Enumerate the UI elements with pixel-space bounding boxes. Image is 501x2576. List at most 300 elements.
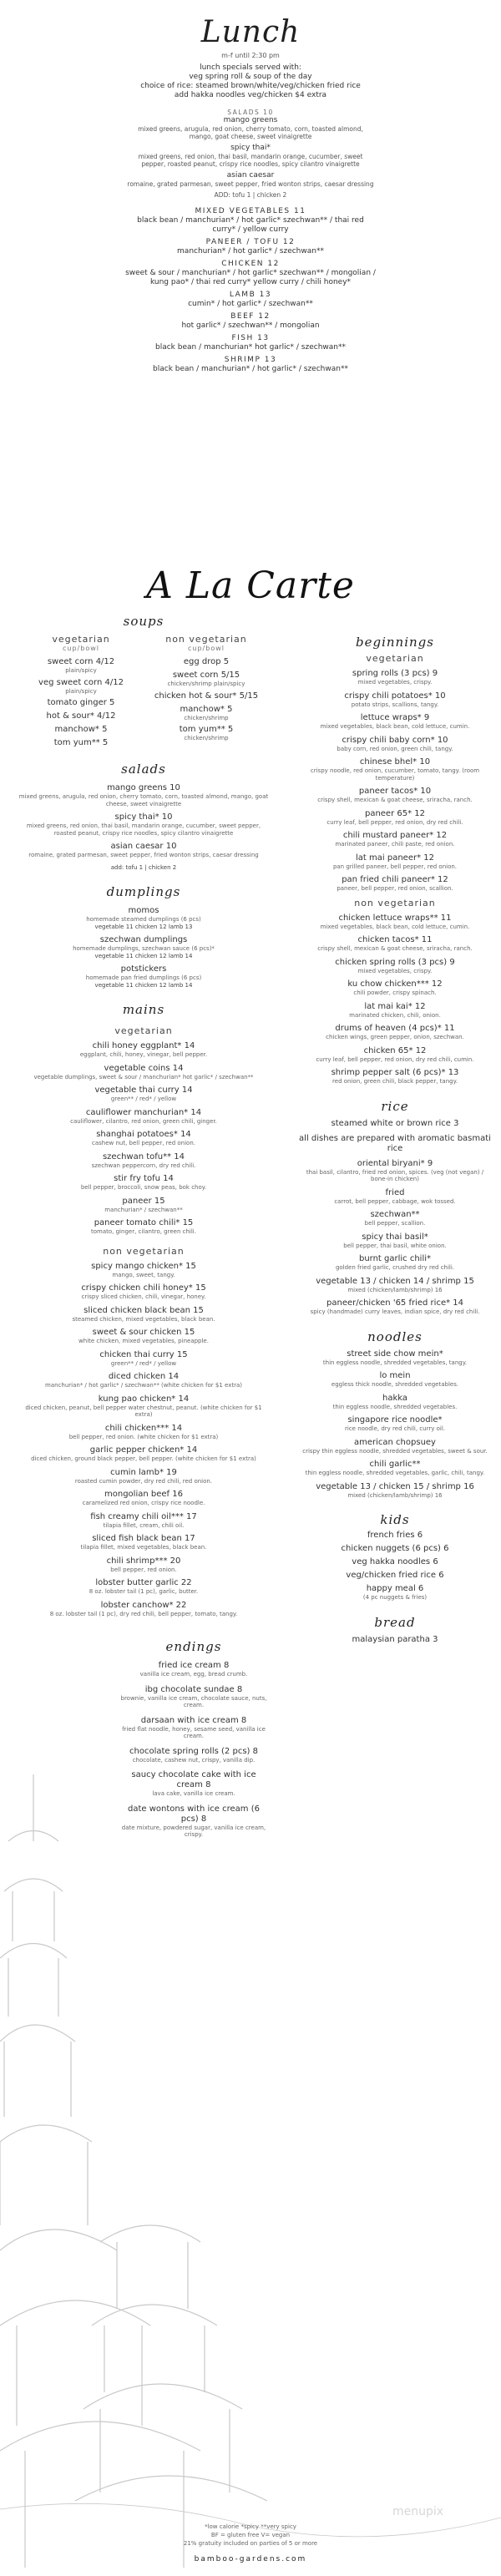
item-name: mango greens 10 bbox=[107, 783, 180, 792]
item-desc: curry leaf, bell pepper, red onion, dry red chili, cumin. bbox=[316, 1055, 474, 1063]
item-desc: chicken/shrimp bbox=[184, 714, 229, 721]
item-desc: carrot, bell pepper, cabbage, wok tossed. bbox=[334, 1197, 456, 1205]
list-item bbox=[299, 691, 491, 709]
item-desc: caramelized red onion, crispy rice noodle. bbox=[82, 1500, 205, 1506]
item-desc: roasted cumin powder, dry red chili, red onion. bbox=[74, 1477, 213, 1485]
item-name: chicken tacos* 11 bbox=[357, 935, 433, 944]
lunch-lamb-header: LAMB 13 bbox=[229, 291, 272, 299]
list-item bbox=[18, 1556, 269, 1574]
dumplings-title: dumplings bbox=[106, 884, 181, 899]
list-item bbox=[299, 809, 491, 827]
list-item bbox=[18, 1372, 269, 1389]
item-name: shrimp pepper salt (6 pcs)* 13 bbox=[331, 1068, 459, 1077]
item-name: chili mustard paneer* 12 bbox=[342, 831, 448, 840]
item-name: french fries 6 bbox=[367, 1531, 423, 1540]
item-name: spicy mango chicken* 15 bbox=[91, 1261, 196, 1271]
item-desc: eggplant, chili, honey, vinegar, bell pepper. bbox=[79, 1051, 208, 1058]
salads-title: salads bbox=[121, 762, 166, 777]
item-name: manchow* 5 bbox=[54, 725, 108, 734]
item-name: chili chicken*** 14 bbox=[104, 1423, 183, 1433]
list-item bbox=[299, 1159, 491, 1183]
list-item bbox=[299, 1068, 491, 1086]
lunch-salad-name: mango greens bbox=[223, 116, 278, 124]
item-desc: spicy (handmade) curry leaves, indian spice, dry red chili. bbox=[310, 1308, 480, 1315]
item-desc: mixed (chicken/lamb/shrimp) 16 bbox=[347, 1491, 443, 1499]
footer-legend: *low calorie *spicy **very spicy bbox=[205, 2523, 296, 2530]
list-item bbox=[299, 913, 491, 931]
item-desc: mixed vegetables, crispy. bbox=[357, 967, 433, 974]
beginnings-veg-header: vegetarian bbox=[366, 653, 424, 664]
item-name: szechwan tofu** 14 bbox=[102, 1151, 185, 1161]
list-item bbox=[18, 1601, 269, 1618]
beginnings-title: beginnings bbox=[356, 635, 434, 650]
item-name: sweet corn 4/12 bbox=[47, 657, 115, 666]
item-name: spring rolls (3 pcs) 9 bbox=[352, 669, 438, 678]
pagoda-lines bbox=[0, 1774, 501, 2568]
item-name: paneer tomato chili* 15 bbox=[94, 1218, 194, 1227]
list-item bbox=[299, 1024, 491, 1041]
item-name: lobster butter garlic 22 bbox=[95, 1578, 192, 1587]
list-item bbox=[119, 1770, 269, 1798]
item-desc: diced chicken, peanut, bell pepper water chestnut, peanut. (white chicken for $1 extra) bbox=[25, 1404, 262, 1418]
mains-veg-list bbox=[18, 1041, 269, 1236]
item-price: vegetable 11 chicken 12 lamb 14 bbox=[94, 952, 193, 959]
item-name: vegetable thai curry 14 bbox=[94, 1086, 193, 1095]
item-desc: chili powder, crispy spinach. bbox=[353, 989, 437, 996]
list-item bbox=[299, 1635, 491, 1645]
item-name: date wontons with ice cream (6 pcs) 8 bbox=[128, 1804, 260, 1824]
item-desc: crispy noodle, red onion, cucumber, tomato, tangy. (room temperature) bbox=[310, 767, 480, 782]
lunch-paneer-desc: manchurian* / hot garlic* / szechwan** bbox=[177, 247, 324, 256]
item-desc: green** / red* / yellow bbox=[110, 1096, 177, 1102]
kids-list bbox=[299, 1531, 491, 1602]
item-desc: green** / red* / yellow bbox=[110, 1359, 177, 1367]
item-desc: crispy sliced chicken, chili, vinegar, honey. bbox=[81, 1293, 206, 1300]
list-item bbox=[18, 725, 144, 735]
list-item bbox=[144, 705, 269, 722]
lunch-fish-desc: black bean / manchurian* hot garlic* / szechwan** bbox=[154, 343, 346, 352]
item-desc: thin eggless noodle, shredded vegetables, garlic, chili, tangy. bbox=[305, 1470, 485, 1476]
item-name: all dishes are prepared with aromatic basmati rice bbox=[299, 1133, 491, 1153]
list-item bbox=[18, 1174, 269, 1192]
list-item bbox=[299, 1119, 491, 1129]
item-desc: bell pepper, red onion. (white chicken for $1 extra) bbox=[68, 1433, 219, 1440]
list-item bbox=[18, 1218, 269, 1236]
item-desc: date mixture, powdered sugar, vanilla ice cream, crispy. bbox=[121, 1824, 266, 1838]
item-desc: mango, sweet, tangy. bbox=[112, 1271, 175, 1278]
item-desc: manchurian* / hot garlic* / szechwan** (white chicken for $1 extra) bbox=[45, 1382, 242, 1389]
item-name: paneer 15 bbox=[122, 1196, 165, 1206]
list-item bbox=[18, 698, 144, 708]
item-name: vegetable 13 / chicken 15 / shrimp 16 bbox=[316, 1481, 474, 1491]
list-item bbox=[299, 958, 491, 975]
list-item bbox=[144, 671, 269, 688]
item-price: vegetable 11 chicken 12 lamb 13 bbox=[94, 923, 193, 930]
item-desc: diced chicken, ground black pepper, bell pepper. (white chicken for $1 extra) bbox=[31, 1455, 256, 1462]
soups-nonveg-sub: cup/bowl bbox=[188, 645, 225, 652]
list-item bbox=[18, 1262, 269, 1279]
list-item bbox=[299, 853, 491, 871]
list-item bbox=[299, 787, 491, 804]
item-name: diced chicken 14 bbox=[108, 1372, 180, 1381]
list-item bbox=[18, 842, 269, 859]
item-desc: thin eggless noodle, shredded vegetables. bbox=[332, 1403, 458, 1410]
item-name: crispy chili potatoes* 10 bbox=[344, 691, 446, 701]
endings-title: endings bbox=[165, 1639, 222, 1654]
list-item bbox=[18, 1578, 269, 1596]
list-item bbox=[299, 979, 491, 997]
lunch-shrimp-header: SHRIMP 13 bbox=[224, 356, 277, 364]
list-item bbox=[144, 725, 269, 742]
list-item bbox=[18, 864, 269, 872]
noodles-title: noodles bbox=[367, 1328, 423, 1344]
item-desc: golden fried garlic, crushed dry red chili. bbox=[335, 1264, 455, 1271]
list-item bbox=[299, 1438, 491, 1455]
item-desc: vegetable dumplings, sweet & sour / manchurian* hot garlic* / szechwan** bbox=[33, 1073, 254, 1081]
list-item bbox=[299, 1371, 491, 1389]
item-price: vegetable 11 chicken 12 lamb 14 bbox=[94, 981, 193, 989]
item-name: tomato ginger 5 bbox=[47, 698, 115, 707]
item-name: chicken lettuce wraps** 11 bbox=[338, 913, 452, 923]
item-desc: thin eggless noodle, shredded vegetables, tangy. bbox=[322, 1359, 468, 1366]
lunch-intro-3: choice of rice: steamed brown/white/veg/chicken fried rice bbox=[140, 82, 361, 90]
item-desc: homemade pan fried dumplings (6 pcs) bbox=[85, 974, 202, 981]
item-name: cumin lamb* 19 bbox=[110, 1467, 177, 1477]
item-desc: homemade dumplings, szechwan sauce (6 pcs)* bbox=[73, 945, 215, 952]
item-name: stir fry tofu 14 bbox=[114, 1174, 174, 1183]
item-name: saucy chocolate cake with ice cream 8 bbox=[131, 1770, 256, 1789]
item-name: happy meal 6 bbox=[366, 1584, 424, 1593]
item-desc: cauliflower, cilantro, red onion, green chili, ginger. bbox=[70, 1117, 217, 1125]
item-name: lat mai paneer* 12 bbox=[356, 853, 434, 863]
item-name: street side chow mein* bbox=[347, 1349, 443, 1359]
lunch-fish-header: FISH 13 bbox=[231, 334, 270, 342]
item-name: darsaan with ice cream 8 bbox=[140, 1715, 247, 1725]
lunch-intro-1: lunch specials served with: bbox=[200, 63, 301, 72]
item-name: american chopsuey bbox=[354, 1437, 436, 1447]
list-item bbox=[119, 1685, 269, 1709]
soups-nonveg-header: non vegetarian bbox=[165, 634, 247, 645]
list-item bbox=[299, 736, 491, 753]
item-desc: steamed chicken, mixed vegetables, black bean. bbox=[72, 1315, 215, 1323]
mains-veg-header: vegetarian bbox=[114, 1025, 173, 1036]
list-item bbox=[18, 1468, 269, 1485]
item-name: cauliflower manchurian* 14 bbox=[85, 1107, 202, 1117]
footer-gratuity: 21% gratuity included on parties of 5 or more bbox=[183, 2540, 318, 2547]
item-desc: chicken/shrimp plain/spicy bbox=[167, 681, 245, 687]
item-desc: (4 pc nuggets & fries) bbox=[362, 1594, 428, 1601]
item-name: spicy thai basil* bbox=[362, 1232, 428, 1242]
list-item bbox=[299, 1571, 491, 1581]
lunch-salad-desc: mixed greens, arugula, red onion, cherry tomato, corn, toasted almond, mango, goat cheese, sweet vinaigrette bbox=[138, 125, 363, 140]
item-name: chicken spring rolls (3 pcs) 9 bbox=[335, 957, 455, 967]
item-desc: mixed (chicken/lamb/shrimp) 16 bbox=[347, 1286, 443, 1293]
item-name: crispy chili baby corn* 10 bbox=[342, 735, 448, 745]
item-name: lat mai kai* 12 bbox=[364, 1001, 426, 1011]
lunch-salad-name: asian caesar bbox=[226, 171, 275, 180]
footer-url[interactable]: bamboo-gardens.com bbox=[194, 2555, 307, 2563]
item-name: vegetable 13 / chicken 14 / shrimp 15 bbox=[316, 1276, 474, 1286]
list-item bbox=[299, 1188, 491, 1206]
item-name: chocolate spring rolls (2 pcs) 8 bbox=[129, 1746, 258, 1756]
item-desc: bell pepper, scallion. bbox=[364, 1220, 426, 1227]
item-desc: mixed vegetables, crispy. bbox=[357, 679, 433, 686]
list-item bbox=[18, 1086, 269, 1103]
item-desc: vanilla ice cream, egg, bread crumb. bbox=[139, 1671, 248, 1678]
list-item bbox=[18, 1350, 269, 1368]
lunch-paneer-header: PANEER / TOFU 12 bbox=[205, 238, 296, 246]
item-desc: mixed vegetables, black bean, cold lettuce, cumin. bbox=[320, 723, 470, 730]
list-item bbox=[18, 1130, 269, 1147]
list-item bbox=[299, 757, 491, 782]
item-name: asian caesar 10 bbox=[110, 842, 177, 851]
item-desc: marinated chicken, chili, onion. bbox=[349, 1011, 441, 1019]
list-item bbox=[18, 964, 269, 989]
list-item bbox=[144, 657, 269, 667]
list-item bbox=[144, 691, 269, 701]
item-name: fried ice cream 8 bbox=[158, 1661, 230, 1670]
soups-veg-sub: cup/bowl bbox=[63, 645, 99, 652]
lunch-salad-name: spicy thai* bbox=[230, 144, 271, 152]
list-item bbox=[18, 1328, 269, 1345]
watermark: menupix bbox=[392, 2505, 444, 2518]
item-name: crispy chicken chili honey* 15 bbox=[81, 1283, 206, 1293]
list-item bbox=[299, 1394, 491, 1411]
list-item bbox=[299, 1482, 491, 1500]
item-name: lobster canchow* 22 bbox=[100, 1600, 187, 1610]
item-name: tom yum** 5 bbox=[53, 738, 109, 747]
item-name: veg hakka noodles 6 bbox=[352, 1557, 438, 1566]
item-name: shanghai potatoes* 14 bbox=[96, 1130, 191, 1139]
item-name: szechwan** bbox=[370, 1210, 420, 1219]
item-name: garlic pepper chicken* 14 bbox=[89, 1445, 198, 1455]
item-name: tom yum** 5 bbox=[179, 725, 234, 734]
list-item bbox=[299, 935, 491, 953]
item-desc: plain/spicy bbox=[65, 667, 97, 674]
lunch-beef-desc: hot garlic* / szechwan** / mongolian bbox=[181, 321, 320, 330]
item-desc: plain/spicy bbox=[65, 687, 97, 695]
item-name: chili honey eggplant* 14 bbox=[92, 1041, 195, 1050]
list-item bbox=[119, 1804, 269, 1839]
rice-title: rice bbox=[381, 1098, 409, 1114]
soups-columns bbox=[18, 634, 269, 748]
endings-list bbox=[18, 1661, 269, 1839]
item-desc: thai basil, cilantro, fried red onion, spices. (veg (not vegan) / bone-in chicken) bbox=[306, 1168, 484, 1182]
list-item bbox=[299, 1460, 491, 1477]
list-item bbox=[299, 1349, 491, 1367]
item-name: spicy thai* 10 bbox=[114, 812, 173, 822]
item-desc: red onion, green chili, black pepper, tangy. bbox=[332, 1078, 458, 1085]
item-desc: potato strips, scallions, tangy. bbox=[351, 701, 439, 708]
list-item bbox=[18, 1394, 269, 1419]
item-name: paneer tacos* 10 bbox=[358, 787, 432, 796]
kids-title: kids bbox=[380, 1512, 410, 1527]
item-desc: crispy thin eggless noodle, shredded vegetables, sweet & sour. bbox=[302, 1447, 488, 1455]
item-name: chicken nuggets (6 pcs) 6 bbox=[341, 1544, 449, 1553]
list-item bbox=[18, 906, 269, 930]
lunch-chicken-header: CHICKEN 12 bbox=[221, 260, 280, 268]
mains-title: mains bbox=[122, 1002, 165, 1017]
list-item bbox=[299, 1531, 491, 1541]
lunch-beef-header: BEEF 12 bbox=[230, 312, 271, 321]
item-name: sweet corn 5/15 bbox=[172, 671, 240, 680]
item-name: veg/chicken fried rice 6 bbox=[346, 1571, 444, 1580]
mains-nonveg-list bbox=[18, 1262, 269, 1618]
lunch-hours: m-f until 2:30 pm bbox=[221, 52, 280, 59]
item-desc: eggless thick noodle, shredded vegetables. bbox=[331, 1381, 459, 1388]
item-name: momos bbox=[128, 906, 159, 915]
item-desc: rice noodle, dry red chili, curry oil. bbox=[345, 1425, 445, 1432]
lunch-mixed-veg-header: MIXED VEGETABLES 11 bbox=[195, 207, 306, 215]
item-desc: mixed greens, red onion, thai basil, mandarin orange, cucumber, sweet pepper, roasted peanut, crispy rice noodles, spicy cilantro vinaigrette bbox=[26, 822, 261, 837]
list-item bbox=[18, 1512, 269, 1530]
item-name: steamed white or brown rice 3 bbox=[331, 1118, 459, 1128]
list-item bbox=[299, 1298, 491, 1316]
item-name: potstickers bbox=[120, 964, 167, 974]
item-desc: szechwan peppercorn, dry red chili. bbox=[91, 1161, 196, 1169]
item-desc: chocolate, cashew nut, crispy, vanilla dip. bbox=[132, 1756, 256, 1764]
item-desc: 8 oz. lobster tail (1 pc), dry red chili, bell pepper, tomato, tangy. bbox=[49, 1610, 238, 1617]
list-item bbox=[18, 738, 144, 748]
item-name: manchow* 5 bbox=[180, 704, 233, 714]
item-name: chicken thai curry 15 bbox=[99, 1349, 188, 1359]
lunch-intro-4: add hakka noodles veg/chicken $4 extra bbox=[174, 91, 327, 99]
item-desc: white chicken, mixed vegetables, pineapple. bbox=[78, 1338, 209, 1344]
item-name: chili shrimp*** 20 bbox=[106, 1556, 181, 1566]
list-item bbox=[18, 812, 269, 837]
beginnings-veg-list bbox=[299, 669, 491, 893]
item-name: lettuce wraps* 9 bbox=[360, 713, 430, 722]
item-name: oriental biryani* 9 bbox=[357, 1158, 433, 1168]
item-name: ku chow chicken*** 12 bbox=[347, 979, 443, 989]
list-item bbox=[18, 1197, 269, 1214]
item-name: chicken hot & sour* 5/15 bbox=[154, 691, 259, 701]
item-desc: crispy shell, mexican & goat cheese, sriracha, ranch. bbox=[317, 797, 473, 803]
item-name: pan fried chili paneer* 12 bbox=[342, 875, 448, 884]
lunch-lamb-desc: cumin* / hot garlic* / szechwan** bbox=[188, 300, 313, 308]
list-item bbox=[18, 1306, 269, 1323]
item-name: drums of heaven (4 pcs)* 11 bbox=[335, 1024, 455, 1033]
rice-list bbox=[299, 1119, 491, 1316]
item-name: fish creamy chili oil*** 17 bbox=[90, 1511, 197, 1521]
left-column bbox=[18, 614, 269, 1839]
lunch-salads-header: SALADS 10 bbox=[227, 109, 274, 116]
list-item bbox=[18, 1534, 269, 1551]
item-name: veg sweet corn 4/12 bbox=[38, 677, 124, 687]
list-item bbox=[299, 1557, 491, 1567]
item-name: kung pao chicken* 14 bbox=[98, 1394, 190, 1404]
lunch-salad-desc: mixed greens, red onion, thai basil, mandarin orange, cucumber, sweet pepper, roasted peanut, crispy rice noodles, spicy cilantro vinaigrette bbox=[138, 153, 363, 168]
list-item bbox=[299, 831, 491, 848]
mains-nonveg-header: non vegetarian bbox=[103, 1245, 185, 1257]
soups-title: soups bbox=[123, 614, 164, 629]
item-desc: marinated paneer, chili paste, red onion. bbox=[335, 841, 455, 848]
item-desc: bell pepper, broccoli, snow peas, bok choy. bbox=[80, 1184, 207, 1191]
item-name: fried bbox=[385, 1187, 405, 1197]
list-item bbox=[299, 1584, 491, 1602]
list-item bbox=[18, 657, 144, 675]
item-name: singapore rice noodle* bbox=[347, 1415, 443, 1425]
list-item bbox=[299, 1210, 491, 1227]
list-item bbox=[299, 1415, 491, 1433]
noodles-list bbox=[299, 1349, 491, 1500]
item-desc: baby corn, red onion, green chili, tangy. bbox=[337, 745, 453, 752]
item-desc: tilapia fillet, mixed vegetables, black bean. bbox=[80, 1544, 207, 1551]
soups-nonveg-column bbox=[144, 634, 269, 748]
lunch-shrimp-desc: black bean / manchurian* / hot garlic* / szechwan** bbox=[153, 365, 348, 373]
item-name: mongolian beef 16 bbox=[104, 1490, 183, 1499]
item-name: hot & sour* 4/12 bbox=[46, 711, 116, 721]
lunch-salad-add: ADD: tofu 1 | chicken 2 bbox=[214, 191, 287, 199]
item-desc: curry leaf, bell pepper, red onion, dry red chili. bbox=[326, 818, 463, 826]
lunch-title: Lunch bbox=[200, 15, 301, 49]
item-desc: tilapia fillet, cream, chili oil. bbox=[103, 1521, 185, 1529]
list-item bbox=[299, 1134, 491, 1154]
list-item bbox=[18, 711, 144, 721]
list-item bbox=[18, 1041, 269, 1059]
list-item bbox=[299, 1232, 491, 1250]
item-name: vegetable coins 14 bbox=[104, 1063, 184, 1073]
bread-list bbox=[299, 1635, 491, 1645]
lunch-salad-desc: romaine, grated parmesan, sweet pepper, fried wonton strips, caesar dressing bbox=[127, 180, 374, 188]
item-name: sweet & sour chicken 15 bbox=[92, 1328, 195, 1337]
list-item bbox=[18, 1283, 269, 1301]
list-item bbox=[299, 713, 491, 731]
list-item bbox=[18, 1152, 269, 1170]
alacarte-title: A La Carte bbox=[146, 564, 355, 607]
lunch-chicken-desc: sweet & sour / manchurian* / hot garlic* szechwan** / mongolian / kung pao* / thai red curry* yellow curry / chili honey* bbox=[125, 269, 376, 286]
salads-add: add: tofu 1 | chicken 2 bbox=[110, 863, 177, 871]
item-desc: mixed vegetables, black bean, cold lettuce, cumin. bbox=[320, 923, 470, 930]
item-desc: bell pepper, red onion. bbox=[110, 1566, 177, 1573]
item-name: chicken 65* 12 bbox=[363, 1045, 427, 1055]
list-item bbox=[18, 1064, 269, 1081]
list-item bbox=[299, 1046, 491, 1064]
lunch-block bbox=[125, 63, 376, 374]
item-desc: 8 oz. lobster tail (1 pc), garlic, butter. bbox=[89, 1588, 199, 1595]
item-name: sliced fish black bean 17 bbox=[92, 1534, 195, 1543]
soups-veg-header: vegetarian bbox=[52, 634, 110, 645]
right-column bbox=[299, 635, 491, 1645]
lunch-mixed-veg-desc: black bean / manchurian* / hot garlic* szechwan** / thai red curry* / yellow curry bbox=[137, 216, 364, 234]
list-item bbox=[18, 1108, 269, 1126]
bread-title: bread bbox=[374, 1614, 416, 1630]
item-desc: cashew nut, bell pepper, red onion. bbox=[92, 1140, 195, 1146]
footer-legend-2: BF = gluten free V= vegan bbox=[210, 2532, 291, 2538]
lunch-intro-2: veg spring roll & soup of the day bbox=[189, 73, 312, 81]
list-item bbox=[18, 783, 269, 807]
item-desc: paneer, bell pepper, red onion, scallion. bbox=[337, 885, 453, 892]
item-name: paneer/chicken '65 fried rice* 14 bbox=[326, 1298, 463, 1308]
item-name: hakka bbox=[382, 1393, 407, 1403]
item-name: burnt garlic chili* bbox=[358, 1254, 432, 1263]
item-name: paneer 65* 12 bbox=[364, 808, 426, 818]
item-desc: lava cake, vanilla ice cream. bbox=[152, 1790, 235, 1797]
item-desc: bell pepper, thai basil, white onion. bbox=[343, 1242, 447, 1249]
item-name: ibg chocolate sundae 8 bbox=[144, 1684, 243, 1694]
item-desc: tomato, ginger, cilantro, green chili. bbox=[91, 1228, 196, 1235]
pagoda-sketch bbox=[0, 1741, 501, 2576]
list-item bbox=[299, 1254, 491, 1272]
list-item bbox=[18, 935, 269, 959]
item-name: egg drop 5 bbox=[183, 657, 230, 666]
item-desc: crispy shell, mexican & goat cheese, sriracha, ranch. bbox=[317, 945, 473, 952]
item-name: chili garlic** bbox=[369, 1460, 421, 1469]
list-item bbox=[18, 1490, 269, 1507]
item-desc: brownie, vanilla ice cream, chocolate sauce, nuts, cream. bbox=[120, 1694, 267, 1708]
list-item bbox=[119, 1716, 269, 1740]
list-item bbox=[119, 1747, 269, 1764]
